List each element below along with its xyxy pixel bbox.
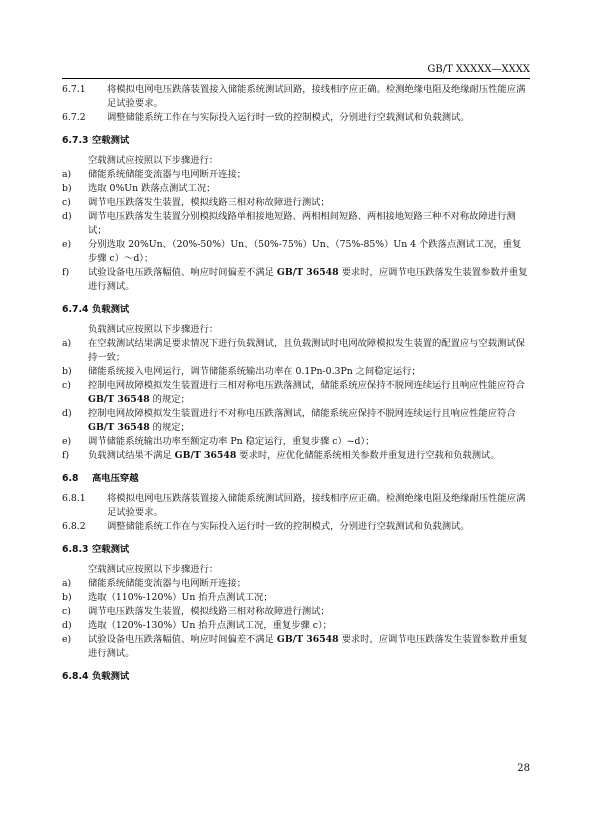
item-label: c): [62, 197, 71, 208]
item-label: a): [62, 169, 72, 180]
item-label: d): [62, 211, 72, 222]
item-text: 选取（120%-130%）Un 抬升点测试工况，重复步骤 c）；: [88, 620, 332, 631]
heading-number: 6.8.4: [62, 671, 89, 682]
item-text: 调节电压跌落发生装置，模拟线路三相对称故障进行测试；: [88, 197, 330, 208]
section-intro: 空载测试应按照以下步骤进行：: [88, 155, 219, 166]
document-id: GB/T XXXXX—XXXX: [427, 64, 530, 75]
list-item: [62, 633, 530, 661]
clause-number: 6.7.2: [62, 112, 86, 123]
heading-number: 6.7.4: [62, 304, 89, 315]
heading-6-8-3: [62, 543, 530, 557]
clause-number: 6.8.2: [62, 521, 86, 532]
item-text-part: 试验设备电压跌落幅值、响应时间偏差不满足: [88, 267, 277, 278]
standard-reference: GB/T 36548: [174, 450, 237, 461]
item-text: [88, 407, 530, 435]
clause-text: 将模拟电网电压跌落装置接入储能系统测试回路，接线相序应正确。检测绝缘电阻及绝缘耐压性能应满足试验要求。: [107, 493, 526, 518]
heading-6-7-3: [62, 134, 530, 148]
list-item: [62, 577, 530, 591]
item-label: f): [62, 450, 70, 461]
list-item: [62, 435, 530, 449]
heading-number: 6.8: [62, 473, 79, 484]
item-label: a): [62, 578, 72, 589]
step-list: [62, 168, 530, 294]
heading-title: 空载测试: [92, 135, 130, 146]
item-text-part: 控制电网故障模拟发生装置进行三相对称电压跌落测试，储能系统应保持不脱网连续运行且响应性能应符合: [88, 380, 525, 391]
item-label: d): [62, 620, 72, 631]
item-label: b): [62, 592, 72, 603]
list-item: [62, 379, 530, 407]
heading-title: 负载测试: [92, 304, 130, 315]
item-text: [88, 633, 530, 661]
list-item: [62, 266, 530, 294]
list-item: [62, 591, 530, 605]
item-label: e): [62, 436, 72, 447]
clause-text: 调整储能系统工作在与实际投入运行时一致的控制模式，分别进行空载测试和负载测试。: [107, 521, 470, 532]
clause-6-7-1: [62, 83, 530, 111]
item-label: e): [62, 634, 72, 645]
list-item: [62, 605, 530, 619]
item-text: 选取 0%Un 跌落点测试工况；: [88, 183, 216, 194]
item-text: 储能系统接入电网运行，调节储能系统输出功率在 0.1Pn-0.3Pn 之间稳定运行；: [88, 366, 421, 377]
item-text: 储能系统储能变流器与电网断开连接；: [88, 578, 247, 589]
item-text: 调节电压跌落发生装置，模拟线路三相对称故障进行测试；: [88, 606, 330, 617]
list-item: [62, 182, 530, 196]
clause-number: 6.7.1: [62, 84, 86, 95]
clause-6-7-2: [62, 111, 530, 125]
item-text-part: 的规定；: [149, 422, 190, 433]
item-label: b): [62, 183, 72, 194]
list-item: [62, 238, 530, 266]
list-item: [62, 619, 530, 633]
clause-6-8-2: [62, 520, 530, 534]
list-item: [62, 365, 530, 379]
item-label: c): [62, 606, 71, 617]
item-text: [88, 266, 530, 294]
item-text: 调节电压跌落发生装置分别模拟线路单相接地短路、两相相间短路、两相接地短路三种不对称故障进行测试；: [88, 211, 516, 236]
item-text-part: 要求时，应调节电压跌落发生装置参数并重复进行测试。: [88, 634, 528, 659]
list-item: [62, 196, 530, 210]
clause-number: 6.8.1: [62, 493, 86, 504]
page-number: 28: [517, 763, 530, 774]
clause-text: 调整储能系统工作在与实际投入运行时一致的控制模式，分别进行空载测试和负载测试。: [107, 112, 470, 123]
item-label: e): [62, 239, 72, 250]
item-text-part: 要求时，应调节电压跌落发生装置参数并重复进行测试。: [88, 267, 528, 292]
item-label: d): [62, 408, 72, 419]
heading-6-7-4: [62, 303, 530, 317]
document-body: [62, 83, 530, 690]
list-item: [62, 210, 530, 238]
list-item: [62, 407, 530, 435]
item-text: [88, 449, 530, 463]
item-text-part: 的规定；: [149, 394, 190, 405]
heading-title: 高电压穿越: [92, 473, 139, 484]
list-item: [62, 337, 530, 365]
standard-reference: GB/T 36548: [276, 267, 339, 278]
heading-title: 负载测试: [92, 671, 130, 682]
item-label: a): [62, 338, 72, 349]
list-item: [62, 449, 530, 463]
item-text: 分别选取 20%Un、（20%-50%）Un、（50%-75%）Un、（75%-85%）Un 4 个跌落点测试工况，重复步骤 c）～d）；: [88, 239, 522, 264]
item-text: [88, 379, 530, 407]
item-text: 在空载测试结果满足要求情况下进行负载测试，且负载测试时电网故障模拟发生装置的配置应与空载测试保持一致；: [88, 338, 525, 363]
item-text: 调节储能系统输出功率至额定功率 Pn 稳定运行，重复步骤 c）~d）；: [88, 436, 375, 447]
item-label: f): [62, 267, 70, 278]
item-text-part: 要求时，应优化储能系统相关参数并重复进行空载和负载测试。: [236, 450, 500, 461]
heading-number: 6.8.3: [62, 544, 89, 555]
header-rule: [62, 78, 530, 79]
standard-reference: GB/T 36548: [88, 422, 150, 433]
heading-6-8: [62, 472, 530, 486]
item-text: 储能系统储能变流器与电网断开连接；: [88, 169, 247, 180]
section-intro: 空载测试应按照以下步骤进行：: [88, 564, 219, 575]
standard-reference: GB/T 36548: [276, 634, 339, 645]
heading-title: 空载测试: [92, 544, 130, 555]
item-label: c): [62, 380, 71, 391]
heading-number: 6.7.3: [62, 135, 89, 146]
clause-6-8-1: [62, 492, 530, 520]
item-text-part: 负载测试结果不满足: [88, 450, 175, 461]
item-text-part: 试验设备电压跌落幅值、响应时间偏差不满足: [88, 634, 277, 645]
item-label: b): [62, 366, 72, 377]
standard-reference: GB/T 36548: [88, 394, 150, 405]
list-item: [62, 168, 530, 182]
step-list: [62, 577, 530, 661]
heading-6-8-4: [62, 670, 530, 684]
clause-text: 将模拟电网电压跌落装置接入储能系统测试回路，接线相序应正确。检测绝缘电阻及绝缘耐压性能应满足试验要求。: [107, 84, 526, 109]
section-intro: 负载测试应按照以下步骤进行：: [88, 324, 219, 335]
step-list: [62, 337, 530, 463]
item-text: 选取（110%-120%）Un 抬升点测试工况；: [88, 592, 273, 603]
item-text-part: 控制电网故障模拟发生装置进行不对称电压跌落测试，储能系统应保持不脱网连续运行且响应性能应符合: [88, 408, 516, 419]
